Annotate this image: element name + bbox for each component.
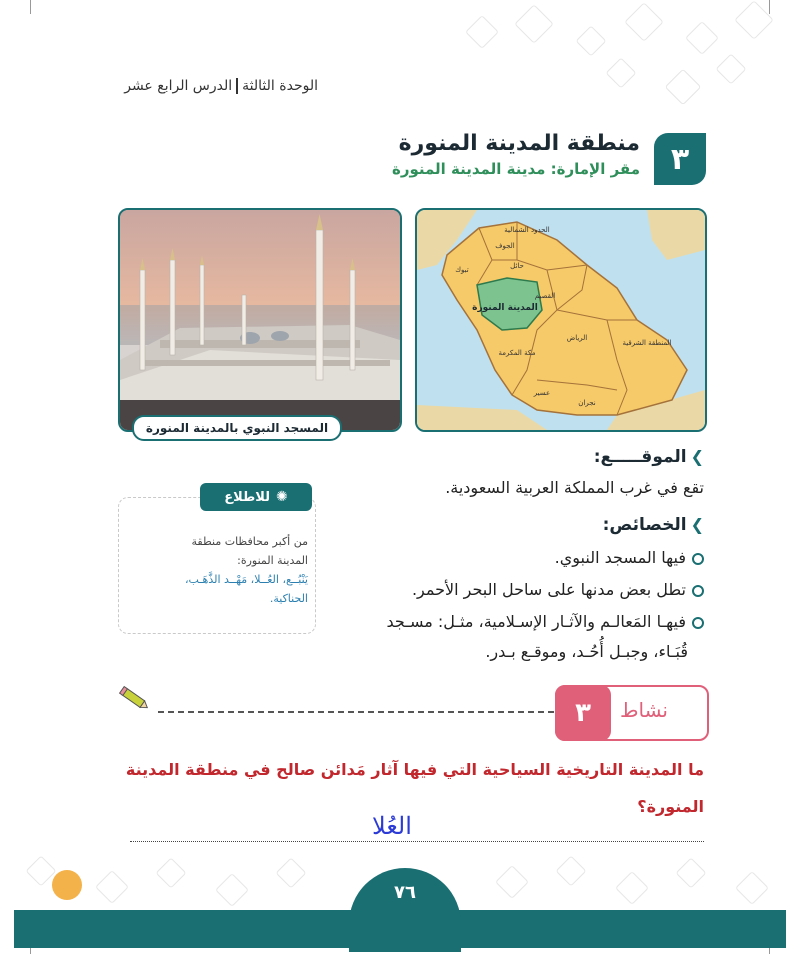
mosque-illustration <box>120 210 400 430</box>
map-label-hail: حائل <box>510 262 524 270</box>
feature-item-text: فيهـا المَعالـم والآثـار الإسـلامية، مثـل: مسـجد <box>386 612 686 631</box>
lesson-label: الدرس الرابع عشر <box>124 78 233 94</box>
map-label-eastern: المنطقة الشرقية <box>622 339 672 347</box>
info-line: من أكبر محافظات منطقة <box>191 535 308 548</box>
decor-diamond <box>155 857 186 888</box>
info-tab-label: للاطلاع <box>224 489 271 505</box>
feature-item-text: فيها المسجد النبوي. <box>554 548 686 567</box>
info-text <box>136 532 308 608</box>
decor-diamond <box>465 15 499 49</box>
page-number: ٧٦ <box>394 882 416 903</box>
feature-item <box>387 612 704 631</box>
decor-diamond <box>95 870 129 904</box>
decor-diamond <box>735 871 769 905</box>
answer-line[interactable] <box>130 841 704 842</box>
info-line-highlight: يَنْبُــع، العُــلا، مَهْــد الذَّهَـب، <box>184 573 308 586</box>
location-text: تقع في غرب المملكة العربية السعودية. <box>445 478 704 497</box>
pencil-icon <box>118 684 152 718</box>
lightbulb-icon: ✺ <box>276 489 288 505</box>
publisher-logo-icon <box>52 870 82 900</box>
map-illustration <box>417 210 705 430</box>
activity-label: نشاط <box>620 698 668 722</box>
decor-diamond <box>685 21 719 55</box>
activity-number: ٣ <box>555 685 611 741</box>
decor-diamond <box>675 857 706 888</box>
decor-diamond <box>514 4 554 44</box>
chevron-left-icon: ❯ <box>690 515 704 534</box>
decor-diamond <box>575 25 606 56</box>
page-number-tab <box>349 868 461 952</box>
decor-diamond <box>555 855 586 886</box>
info-line: المدينة المنورة: <box>237 554 308 567</box>
chevron-left-icon: ❯ <box>690 447 704 466</box>
bullet-icon <box>692 617 704 629</box>
decor-diamond <box>495 865 529 899</box>
features-heading-text: الخصائص: <box>602 515 687 535</box>
feature-item <box>412 580 704 599</box>
decor-diamond <box>665 69 702 106</box>
handwritten-answer: العُلا <box>372 812 412 840</box>
feature-item-continued: قُبَـاء، وجبـل أُحُـد، وموقـع بـدر. <box>485 642 688 661</box>
decor-diamond <box>624 2 664 42</box>
section-number-badge: ٣ <box>654 133 706 185</box>
section-title: منطقة المدينة المنورة <box>398 131 640 156</box>
feature-item <box>555 548 704 567</box>
feature-item-text: تطل بعض مدنها على ساحل البحر الأحمر. <box>411 580 686 599</box>
info-tab <box>200 483 312 511</box>
map-label-asir: عسير <box>533 389 551 397</box>
breadcrumb-divider <box>236 78 238 94</box>
activity-divider <box>158 711 554 713</box>
bullet-icon <box>692 553 704 565</box>
map-label-makkah: مكة المكرمة <box>498 349 536 357</box>
bullet-icon <box>692 585 704 597</box>
decor-diamond <box>605 57 636 88</box>
location-heading-text: الموقـــــع: <box>593 447 687 467</box>
decor-diamond <box>615 871 649 905</box>
map-label-qassim: القصيم <box>534 292 556 300</box>
mosque-photo <box>118 208 402 432</box>
map-label-madinah: المدينة المنورة <box>472 303 538 313</box>
decor-diamond <box>215 873 249 907</box>
activity-question-end: المنورة؟ <box>637 797 704 816</box>
map-label-tabuk: تبوك <box>455 266 469 274</box>
decor-diamond <box>715 53 746 84</box>
unit-breadcrumb <box>124 78 318 94</box>
decor-diamond <box>734 0 774 40</box>
info-line-highlight: الحناكية. <box>269 592 308 605</box>
photo-caption: المسجد النبوي بالمدينة المنورة <box>132 415 342 441</box>
features-heading <box>603 515 704 535</box>
map-label-najran: نجران <box>578 399 596 407</box>
section-subtitle: مقر الإمارة: مدينة المدينة المنورة <box>391 160 640 178</box>
map-label-jouf: الجوف <box>495 242 515 250</box>
decor-diamond <box>275 857 306 888</box>
crop-mark <box>30 0 31 14</box>
unit-label: الوحدة الثالثة <box>242 78 318 94</box>
map-label-riyadh: الرياض <box>566 334 588 342</box>
saudi-regions-map <box>415 208 707 432</box>
map-label-northern: الحدود الشمالية <box>504 226 550 234</box>
location-heading <box>594 447 704 467</box>
activity-question: ما المدينة التاريخية السياحية التي فيها آثار مَدائن صالح في منطقة المدينة <box>125 760 704 779</box>
crop-mark <box>769 0 770 14</box>
